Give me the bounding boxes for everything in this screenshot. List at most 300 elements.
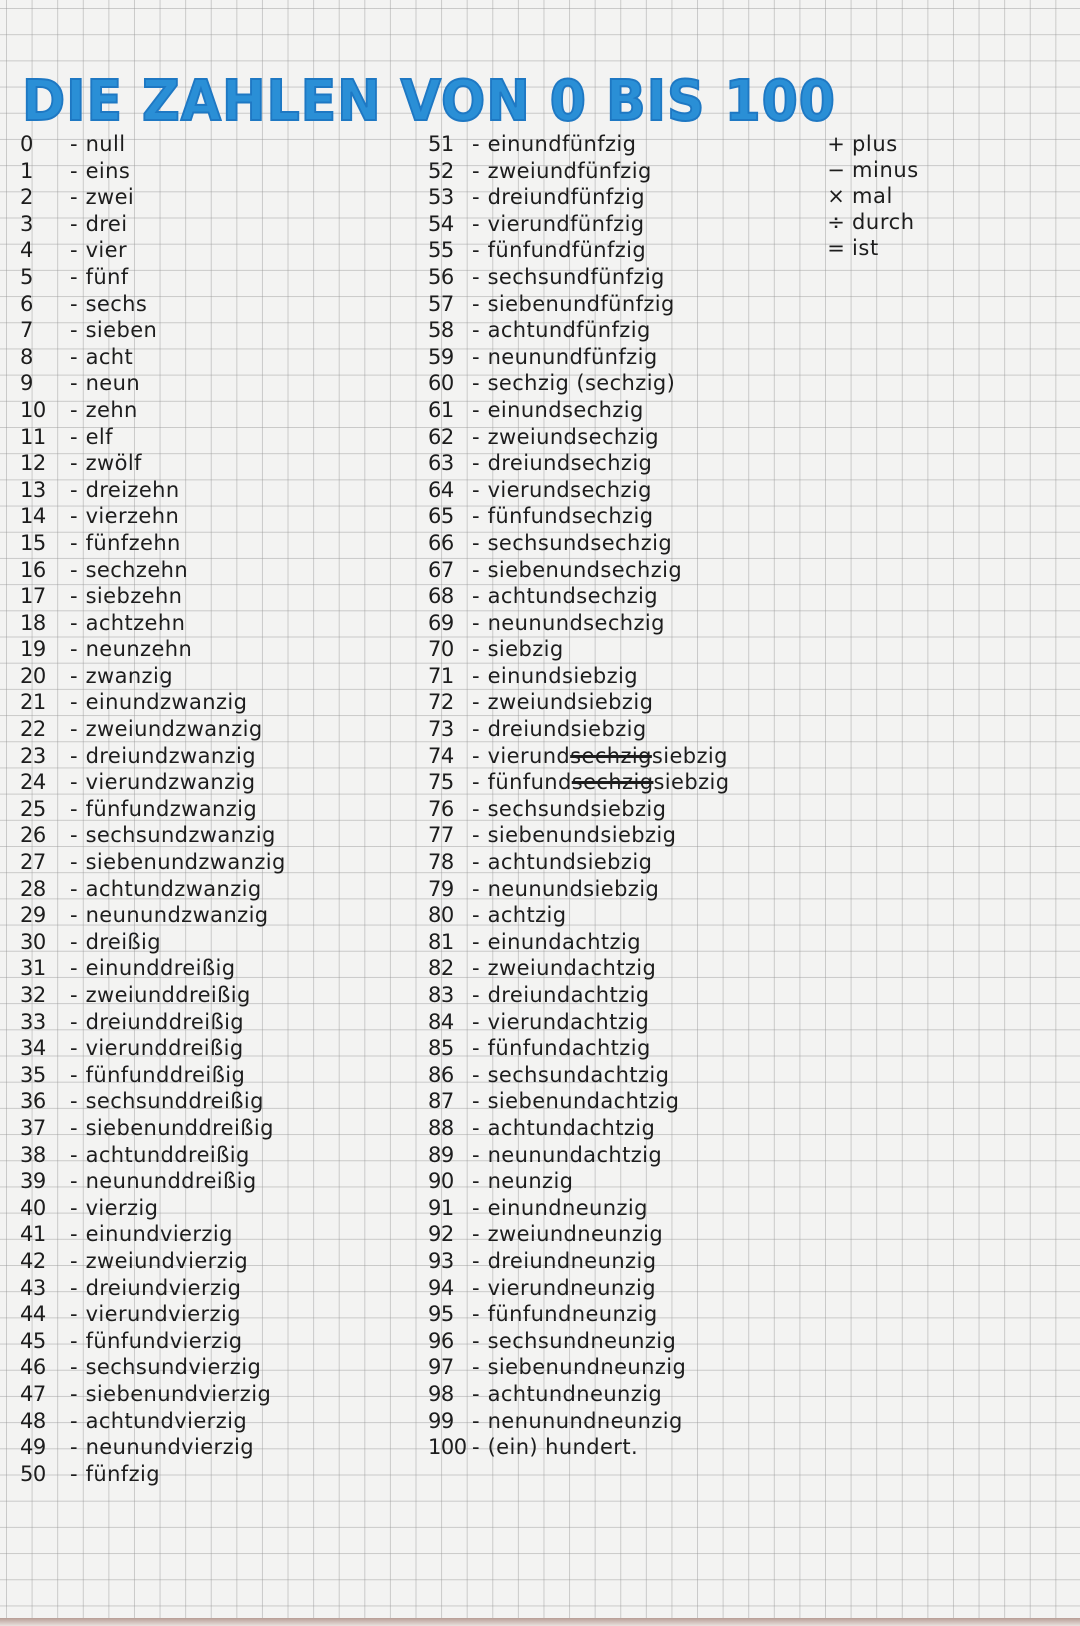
- separator-dash: -: [70, 903, 78, 928]
- number-entry: [20, 370, 286, 397]
- number-word: (ein) hundert.: [487, 1435, 639, 1460]
- number-entry: [20, 1301, 286, 1328]
- number-entry: [428, 769, 729, 796]
- number-word: einundneunzig: [487, 1195, 648, 1220]
- number-word: einundzwanzig: [85, 690, 248, 715]
- number-entry: [20, 1195, 286, 1222]
- number-word: fünf: [85, 264, 129, 289]
- number-entry: [428, 477, 729, 504]
- number-word: achtzig: [487, 903, 567, 928]
- numeral: 67: [428, 557, 454, 582]
- numeral: 71: [428, 663, 454, 688]
- separator-dash: -: [70, 1222, 78, 1247]
- separator-dash: -: [472, 158, 480, 183]
- number-word: neunundvierzig: [85, 1435, 254, 1460]
- numeral: 17: [20, 584, 46, 609]
- number-word: siebenundachtzig: [487, 1089, 680, 1114]
- number-word: achtundsechzig: [487, 584, 658, 609]
- number-entry: [20, 424, 286, 451]
- separator-dash: -: [70, 770, 78, 795]
- separator-dash: -: [472, 477, 480, 502]
- operator-entry: [820, 209, 919, 235]
- numeral: 95: [428, 1302, 454, 1327]
- number-entry: [428, 1142, 729, 1169]
- numeral: 70: [428, 637, 454, 662]
- number-word: achtundzwanzig: [85, 876, 262, 901]
- number-entry: [20, 291, 286, 318]
- numeral: 26: [20, 823, 46, 848]
- numeral: 47: [20, 1381, 46, 1406]
- number-word: einundsiebzig: [487, 663, 639, 688]
- numeral: 2: [20, 185, 33, 210]
- number-word: vierundvierzig: [85, 1302, 241, 1327]
- numeral: 38: [20, 1142, 46, 1167]
- separator-dash: -: [70, 823, 78, 848]
- number-word: achtundfünfzig: [487, 318, 651, 343]
- numeral: 21: [20, 690, 46, 715]
- numeral: 46: [20, 1355, 46, 1380]
- number-word: vierunddreißig: [85, 1036, 244, 1061]
- separator-dash: -: [70, 1302, 78, 1327]
- number-word: siebenundzwanzig: [85, 850, 286, 875]
- separator-dash: -: [70, 956, 78, 981]
- number-word: neunzehn: [85, 637, 193, 662]
- number-entry: [20, 1062, 286, 1089]
- separator-dash: -: [472, 584, 480, 609]
- separator-dash: -: [472, 344, 480, 369]
- numeral: 100: [428, 1435, 467, 1460]
- number-word: vierzehn: [85, 504, 180, 529]
- number-word: fünfundsechzig: [487, 504, 654, 529]
- separator-dash: -: [70, 397, 78, 422]
- operator-entry: [820, 157, 919, 183]
- number-word: zweiundfünfzig: [487, 158, 652, 183]
- number-entry: [20, 158, 286, 185]
- numeral: 45: [20, 1328, 46, 1353]
- number-entry: [428, 1195, 729, 1222]
- number-entry: [428, 1275, 729, 1302]
- separator-dash: -: [472, 557, 480, 582]
- separator-dash: -: [70, 344, 78, 369]
- separator-dash: -: [70, 1355, 78, 1380]
- number-entry: [20, 982, 286, 1009]
- number-word: sechsundsechzig: [487, 530, 673, 555]
- numeral: 57: [428, 291, 454, 316]
- number-entry: [20, 876, 286, 903]
- numeral: 55: [428, 238, 454, 263]
- number-entry: [20, 663, 286, 690]
- number-word: null: [85, 132, 126, 156]
- number-word: neununddreißig: [85, 1169, 257, 1194]
- number-word: zweiundzwanzig: [85, 717, 263, 742]
- separator-dash: -: [472, 1381, 480, 1406]
- numeral: 85: [428, 1036, 454, 1061]
- number-entry: [20, 1142, 286, 1169]
- number-entry: [428, 955, 729, 982]
- number-entry: [428, 1328, 729, 1355]
- number-word: zweiundachtzig: [487, 956, 657, 981]
- separator-dash: -: [472, 211, 480, 236]
- number-word: sechsunddreißig: [85, 1089, 264, 1114]
- separator-dash: -: [70, 1275, 78, 1300]
- number-entry: [428, 424, 729, 451]
- crossed-out-word: sechzig: [570, 743, 652, 768]
- numeral: 33: [20, 1009, 46, 1034]
- number-word: acht: [85, 344, 134, 369]
- number-entry: [428, 211, 729, 238]
- numeral: 99: [428, 1408, 454, 1433]
- separator-dash: -: [472, 956, 480, 981]
- number-entry: [428, 503, 729, 530]
- numeral: 89: [428, 1142, 454, 1167]
- number-word: zweiundsechzig: [487, 424, 659, 449]
- numeral: 36: [20, 1089, 46, 1114]
- number-entry: [20, 264, 286, 291]
- separator-dash: -: [70, 1195, 78, 1220]
- numeral: 29: [20, 903, 46, 928]
- separator-dash: -: [472, 1036, 480, 1061]
- numeral: 84: [428, 1009, 454, 1034]
- number-word: siebzehn: [85, 584, 183, 609]
- numeral: 77: [428, 823, 454, 848]
- numeral: 39: [20, 1169, 46, 1194]
- number-entry: [428, 1088, 729, 1115]
- numeral: 34: [20, 1036, 46, 1061]
- number-word: eins: [85, 158, 131, 183]
- number-word: achtunddreißig: [85, 1142, 250, 1167]
- numeral: 52: [428, 158, 454, 183]
- number-entry: [20, 477, 286, 504]
- separator-dash: -: [70, 185, 78, 210]
- number-word: fünfzehn: [85, 530, 181, 555]
- separator-dash: -: [472, 690, 480, 715]
- number-word: einundfünfzig: [487, 132, 637, 156]
- number-word: neunundachtzig: [487, 1142, 663, 1167]
- number-entry: [428, 1221, 729, 1248]
- number-word: dreizehn: [85, 477, 180, 502]
- numeral: 24: [20, 770, 46, 795]
- numeral: 61: [428, 397, 454, 422]
- number-entry: [20, 769, 286, 796]
- numeral: 31: [20, 956, 46, 981]
- separator-dash: -: [472, 1302, 480, 1327]
- page-title: DIE ZAHLEN VON 0 BIS 100: [22, 68, 836, 134]
- number-word: sechsundzwanzig: [85, 823, 276, 848]
- numeral: 88: [428, 1115, 454, 1140]
- number-word: nenunundneunzig: [487, 1408, 683, 1433]
- numeral: 82: [428, 956, 454, 981]
- numeral: 42: [20, 1248, 46, 1273]
- separator-dash: -: [472, 238, 480, 263]
- number-entry: [428, 849, 729, 876]
- separator-dash: -: [472, 610, 480, 635]
- numeral: 32: [20, 983, 46, 1007]
- number-entry: [20, 636, 286, 663]
- numeral: 65: [428, 504, 454, 529]
- number-entry: [428, 397, 729, 424]
- number-entry: [20, 1381, 286, 1408]
- number-word: achtundneunzig: [487, 1381, 663, 1406]
- separator-dash: -: [472, 1009, 480, 1034]
- numeral: 93: [428, 1248, 454, 1273]
- number-word: siebenundsiebzig: [487, 823, 677, 848]
- separator-dash: -: [472, 1328, 480, 1353]
- number-word: sechsundfünfzig: [487, 264, 665, 289]
- numeral: 96: [428, 1328, 454, 1353]
- numeral: 35: [20, 1062, 46, 1087]
- numeral: 13: [20, 477, 46, 502]
- number-entry: [20, 450, 286, 477]
- numeral: 66: [428, 530, 454, 555]
- number-entry: [428, 530, 729, 557]
- separator-dash: -: [70, 850, 78, 875]
- number-word: vierundneunzig: [487, 1275, 656, 1300]
- separator-dash: -: [472, 1169, 480, 1194]
- number-word: zweiunddreißig: [85, 983, 251, 1007]
- numeral: 56: [428, 264, 454, 289]
- number-entry: [20, 131, 286, 158]
- number-word: dreiundsechzig: [487, 451, 653, 476]
- separator-dash: -: [70, 1248, 78, 1273]
- separator-dash: -: [70, 983, 78, 1007]
- number-entry: [428, 237, 729, 264]
- number-entry: [20, 743, 286, 770]
- number-entry: [20, 1088, 286, 1115]
- number-entry: [20, 902, 286, 929]
- number-word-part: vierund: [487, 743, 571, 768]
- operator-entry: [820, 131, 919, 157]
- number-entry: [20, 397, 286, 424]
- number-entry: [20, 557, 286, 584]
- separator-dash: -: [472, 1435, 480, 1460]
- separator-dash: -: [472, 983, 480, 1007]
- number-word: fünfundachtzig: [487, 1036, 651, 1061]
- number-entry: [428, 1248, 729, 1275]
- separator-dash: -: [70, 158, 78, 183]
- number-entry: [20, 822, 286, 849]
- numeral: 91: [428, 1195, 454, 1220]
- number-entry: [20, 689, 286, 716]
- numeral: 30: [20, 929, 46, 954]
- separator-dash: -: [472, 929, 480, 954]
- separator-dash: -: [70, 1115, 78, 1140]
- numeral: 51: [428, 132, 454, 156]
- numbers-51-100-list: [428, 131, 729, 1461]
- number-word: [488, 743, 728, 770]
- number-word: vierundachtzig: [487, 1009, 650, 1034]
- number-word: einundsechzig: [487, 397, 644, 422]
- number-entry: [428, 796, 729, 823]
- numeral: 41: [20, 1222, 46, 1247]
- number-entry: [428, 450, 729, 477]
- number-entry: [20, 1354, 286, 1381]
- number-word: zehn: [85, 397, 138, 422]
- number-word: vierzig: [85, 1195, 159, 1220]
- separator-dash: -: [70, 211, 78, 236]
- number-entry: [428, 1115, 729, 1142]
- separator-dash: -: [70, 796, 78, 821]
- separator-dash: -: [70, 1435, 78, 1460]
- separator-dash: -: [70, 371, 78, 396]
- numeral: 9: [20, 371, 33, 396]
- numeral: 62: [428, 424, 454, 449]
- number-entry: [20, 503, 286, 530]
- separator-dash: -: [472, 1195, 480, 1220]
- numeral: 7: [20, 318, 33, 343]
- numeral: 4: [20, 238, 33, 263]
- separator-dash: -: [472, 397, 480, 422]
- number-entry: [20, 1328, 286, 1355]
- number-entry: [428, 822, 729, 849]
- separator-dash: -: [70, 584, 78, 609]
- number-entry: [428, 902, 729, 929]
- separator-dash: -: [472, 132, 480, 156]
- number-entry: [20, 211, 286, 238]
- number-word: siebenundneunzig: [487, 1355, 687, 1380]
- operator-word: durch: [852, 210, 915, 234]
- number-word: neunundsiebzig: [487, 876, 660, 901]
- number-word: neunundsechzig: [487, 610, 665, 635]
- separator-dash: -: [472, 663, 480, 688]
- number-entry: [20, 1115, 286, 1142]
- crossed-out-word: sechzig: [571, 770, 654, 795]
- separator-dash: -: [70, 1009, 78, 1034]
- numeral: 64: [428, 477, 454, 502]
- number-word: einundachtzig: [487, 929, 641, 954]
- number-word: dreiundfünfzig: [487, 185, 645, 210]
- separator-dash: -: [472, 903, 480, 928]
- number-word-correction: siebzig: [653, 770, 730, 795]
- separator-dash: -: [472, 318, 480, 343]
- operator-entry: [820, 235, 919, 261]
- number-word: neunzig: [487, 1169, 574, 1194]
- number-word: dreiundneunzig: [487, 1248, 657, 1273]
- number-entry: [428, 929, 729, 956]
- separator-dash: -: [70, 637, 78, 662]
- numeral: 78: [428, 850, 454, 875]
- number-word: dreiundzwanzig: [85, 743, 256, 768]
- number-word: vierundsechzig: [487, 477, 652, 502]
- numeral: 16: [20, 557, 46, 582]
- numeral: 98: [428, 1381, 454, 1406]
- number-word: einundvierzig: [85, 1222, 233, 1247]
- number-word: elf: [85, 424, 113, 449]
- numeral: 86: [428, 1062, 454, 1087]
- numeral: 19: [20, 637, 46, 662]
- number-entry: [20, 1035, 286, 1062]
- numeral: 83: [428, 983, 454, 1007]
- separator-dash: -: [70, 1142, 78, 1167]
- separator-dash: -: [472, 371, 480, 396]
- separator-dash: -: [472, 504, 480, 529]
- numeral: 15: [20, 530, 46, 555]
- operator-symbol: +: [827, 132, 845, 156]
- number-entry: [428, 557, 729, 584]
- operator-symbol: ×: [827, 184, 845, 208]
- number-entry: [20, 796, 286, 823]
- numeral: 92: [428, 1222, 454, 1247]
- number-word: dreiunddreißig: [85, 1009, 245, 1034]
- number-word: fünfunddreißig: [85, 1062, 246, 1087]
- separator-dash: -: [472, 185, 480, 210]
- number-entry: [20, 317, 286, 344]
- numeral: 0: [20, 132, 33, 156]
- numeral: 81: [428, 929, 454, 954]
- separator-dash: -: [472, 424, 480, 449]
- number-word: achtundsiebzig: [487, 850, 653, 875]
- separator-dash: -: [472, 850, 480, 875]
- separator-dash: -: [472, 1355, 480, 1380]
- number-entry: [20, 1461, 286, 1488]
- separator-dash: -: [472, 1115, 480, 1140]
- separator-dash: -: [472, 823, 480, 848]
- numeral: 59: [428, 344, 454, 369]
- separator-dash: -: [70, 717, 78, 742]
- number-word: achtundvierzig: [85, 1408, 248, 1433]
- number-word: zwölf: [85, 451, 142, 476]
- operator-symbol: ÷: [827, 210, 845, 234]
- separator-dash: -: [70, 876, 78, 901]
- page-bottom-edge: [0, 1618, 1080, 1626]
- number-word: neunundzwanzig: [85, 903, 269, 928]
- number-entry: [428, 716, 729, 743]
- number-entry: [428, 1062, 729, 1089]
- separator-dash: -: [472, 1275, 480, 1300]
- number-entry: [20, 583, 286, 610]
- number-entry: [428, 610, 729, 637]
- numeral: 79: [428, 876, 454, 901]
- numeral: 11: [20, 424, 46, 449]
- separator-dash: -: [472, 1408, 480, 1433]
- number-entry: [428, 344, 729, 371]
- number-entry: [428, 184, 729, 211]
- separator-dash: -: [472, 530, 480, 555]
- separator-dash: -: [472, 770, 480, 795]
- number-word: sechsundsiebzig: [487, 796, 667, 821]
- number-entry: [20, 610, 286, 637]
- number-entry: [428, 264, 729, 291]
- number-entry: [428, 1381, 729, 1408]
- number-entry: [20, 1009, 286, 1036]
- numeral: 90: [428, 1169, 454, 1194]
- numeral: 63: [428, 451, 454, 476]
- number-entry: [428, 743, 729, 770]
- number-entry: [20, 1168, 286, 1195]
- separator-dash: -: [472, 1142, 480, 1167]
- separator-dash: -: [472, 637, 480, 662]
- separator-dash: -: [472, 796, 480, 821]
- numeral: 74: [428, 743, 454, 768]
- number-word: sechsundneunzig: [487, 1328, 677, 1353]
- separator-dash: -: [70, 690, 78, 715]
- numeral: 69: [428, 610, 454, 635]
- number-entry: [428, 291, 729, 318]
- numbers-0-50-list: [20, 131, 286, 1487]
- separator-dash: -: [70, 504, 78, 529]
- separator-dash: -: [70, 1036, 78, 1061]
- operator-word: plus: [852, 132, 898, 156]
- number-entry: [428, 1168, 729, 1195]
- numeral: 12: [20, 451, 46, 476]
- number-word: zwanzig: [85, 663, 173, 688]
- number-entry: [428, 663, 729, 690]
- operator-word: ist: [852, 236, 879, 260]
- numeral: 50: [20, 1461, 46, 1486]
- numeral: 58: [428, 318, 454, 343]
- numeral: 1: [20, 158, 33, 183]
- numeral: 27: [20, 850, 46, 875]
- separator-dash: -: [70, 238, 78, 263]
